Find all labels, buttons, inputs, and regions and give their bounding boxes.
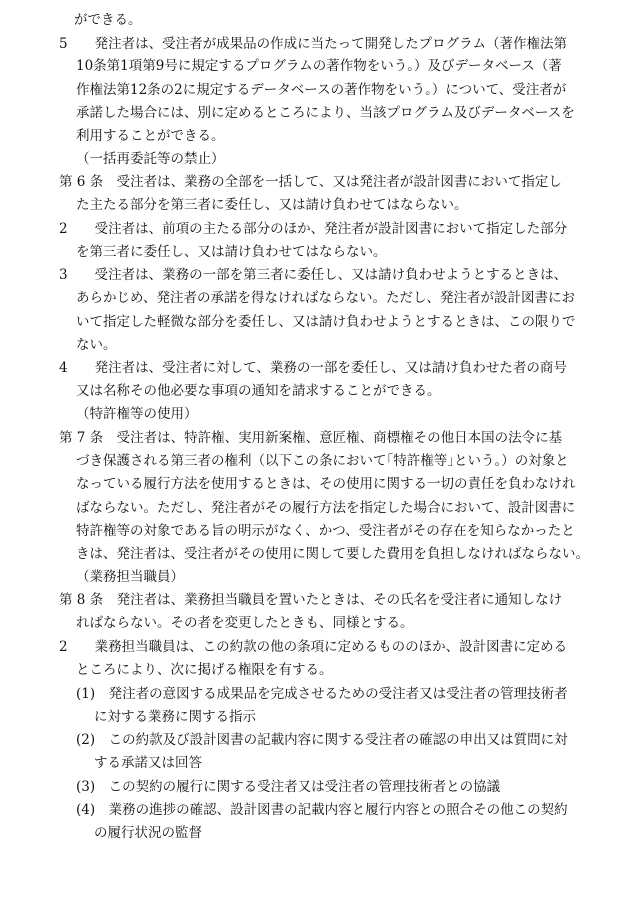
text-line: (2) この約款及び設計図書の記載内容に関する受注者の確認の申出又は質問に対 <box>76 732 568 748</box>
section-heading: （特許権等の使用） <box>76 406 198 422</box>
text-line: いて指定した軽微な部分を委任し、又は請け負わせようとするときは、この限りで <box>76 314 576 330</box>
text-line: する承諾又は回答 <box>94 755 202 771</box>
text-line: 4 発注者は、受注者に対して、業務の一部を委任し、又は請け負わせた者の商号 <box>59 360 567 376</box>
text-line: ればならない。その者を変更したときも、同様とする。 <box>76 615 414 631</box>
text-line: ばならない。ただし、発注者がその履行方法を指定した場合において、設計図書に <box>76 500 576 516</box>
text-line: づき保護される第三者の権利（以下この条において｢特許権等｣という。）の対象と <box>76 453 569 469</box>
text-line: ない。 <box>76 337 117 353</box>
text-line: 承諾した場合には、別に定めるところにより、当該プログラム及びデータベースを <box>76 105 575 121</box>
text-line: なっている履行方法を使用するときは、その使用に関する一切の責任を負わなけれ <box>76 476 576 492</box>
text-line: (3) この契約の履行に関する受注者又は受注者の管理技術者との協議 <box>76 779 501 795</box>
text-line: 10条第1項第9号に規定するプログラムの著作物をいう。）及びデータベース（著 <box>76 58 562 74</box>
text-line: 3 受注者は、業務の一部を第三者に委任し、又は請け負わせようとするときは、 <box>59 267 568 283</box>
text-line: に対する業務に関する指示 <box>94 709 256 725</box>
text-line: ができる。 <box>74 12 142 28</box>
text-line: 特許権等の対象である旨の明示がなく、かつ、受注者がその存在を知らなかったと <box>76 523 575 539</box>
text-line: 2 受注者は、前項の主たる部分のほか、発注者が設計図書において指定した部分 <box>59 221 568 237</box>
text-line: の履行状況の監督 <box>94 825 202 841</box>
text-line: 作権法第12条の2に規定するデータベースの著作物をいう。）について、受注者が <box>76 82 567 98</box>
text-line: あらかじめ、発注者の承諾を得なければならない。ただし、発注者が設計図書にお <box>76 290 575 306</box>
text-line: 5 発注者は、受注者が成果品の作成に当たって開発したプログラム（著作権法第 <box>59 36 567 52</box>
text-line: 2 業務担当職員は、この約款の他の条項に定めるもののほか、設計図書に定める <box>59 639 568 655</box>
text-line: きは、発注者は、受注者がその使用に関して要した費用を負担しなければならない。 <box>76 546 589 562</box>
text-line: 第 6 条 受注者は、業務の全部を一括して、又は発注者が設計図書において指定し <box>59 174 562 190</box>
text-line: 又は名称その他必要な事項の通知を請求することができる。 <box>76 383 441 399</box>
text-line: 第 8 条 発注者は、業務担当職員を置いたときは、その氏名を受注者に通知しなけ <box>59 592 563 608</box>
section-heading: （業務担当職員） <box>76 569 184 585</box>
text-line: た主たる部分を第三者に委任し、又は請け負わせてはならない。 <box>76 197 468 213</box>
text-line: (1) 発注者の意図する成果品を完成させるための受注者又は受注者の管理技術者 <box>76 686 568 702</box>
text-line: (4) 業務の進捗の確認、設計図書の記載内容と履行内容との照合その他この契約 <box>76 802 568 818</box>
text-line: 第 7 条 受注者は、特許権、実用新案権、意匠権、商標権その他日本国の法令に基 <box>59 430 563 446</box>
text-line: ところにより、次に掲げる権限を有する。 <box>76 662 333 678</box>
section-heading: （一括再委託等の禁止） <box>76 151 225 167</box>
text-line: 利用することができる。 <box>76 128 225 144</box>
text-line: を第三者に委任し、又は請け負わせてはならない。 <box>76 244 387 260</box>
